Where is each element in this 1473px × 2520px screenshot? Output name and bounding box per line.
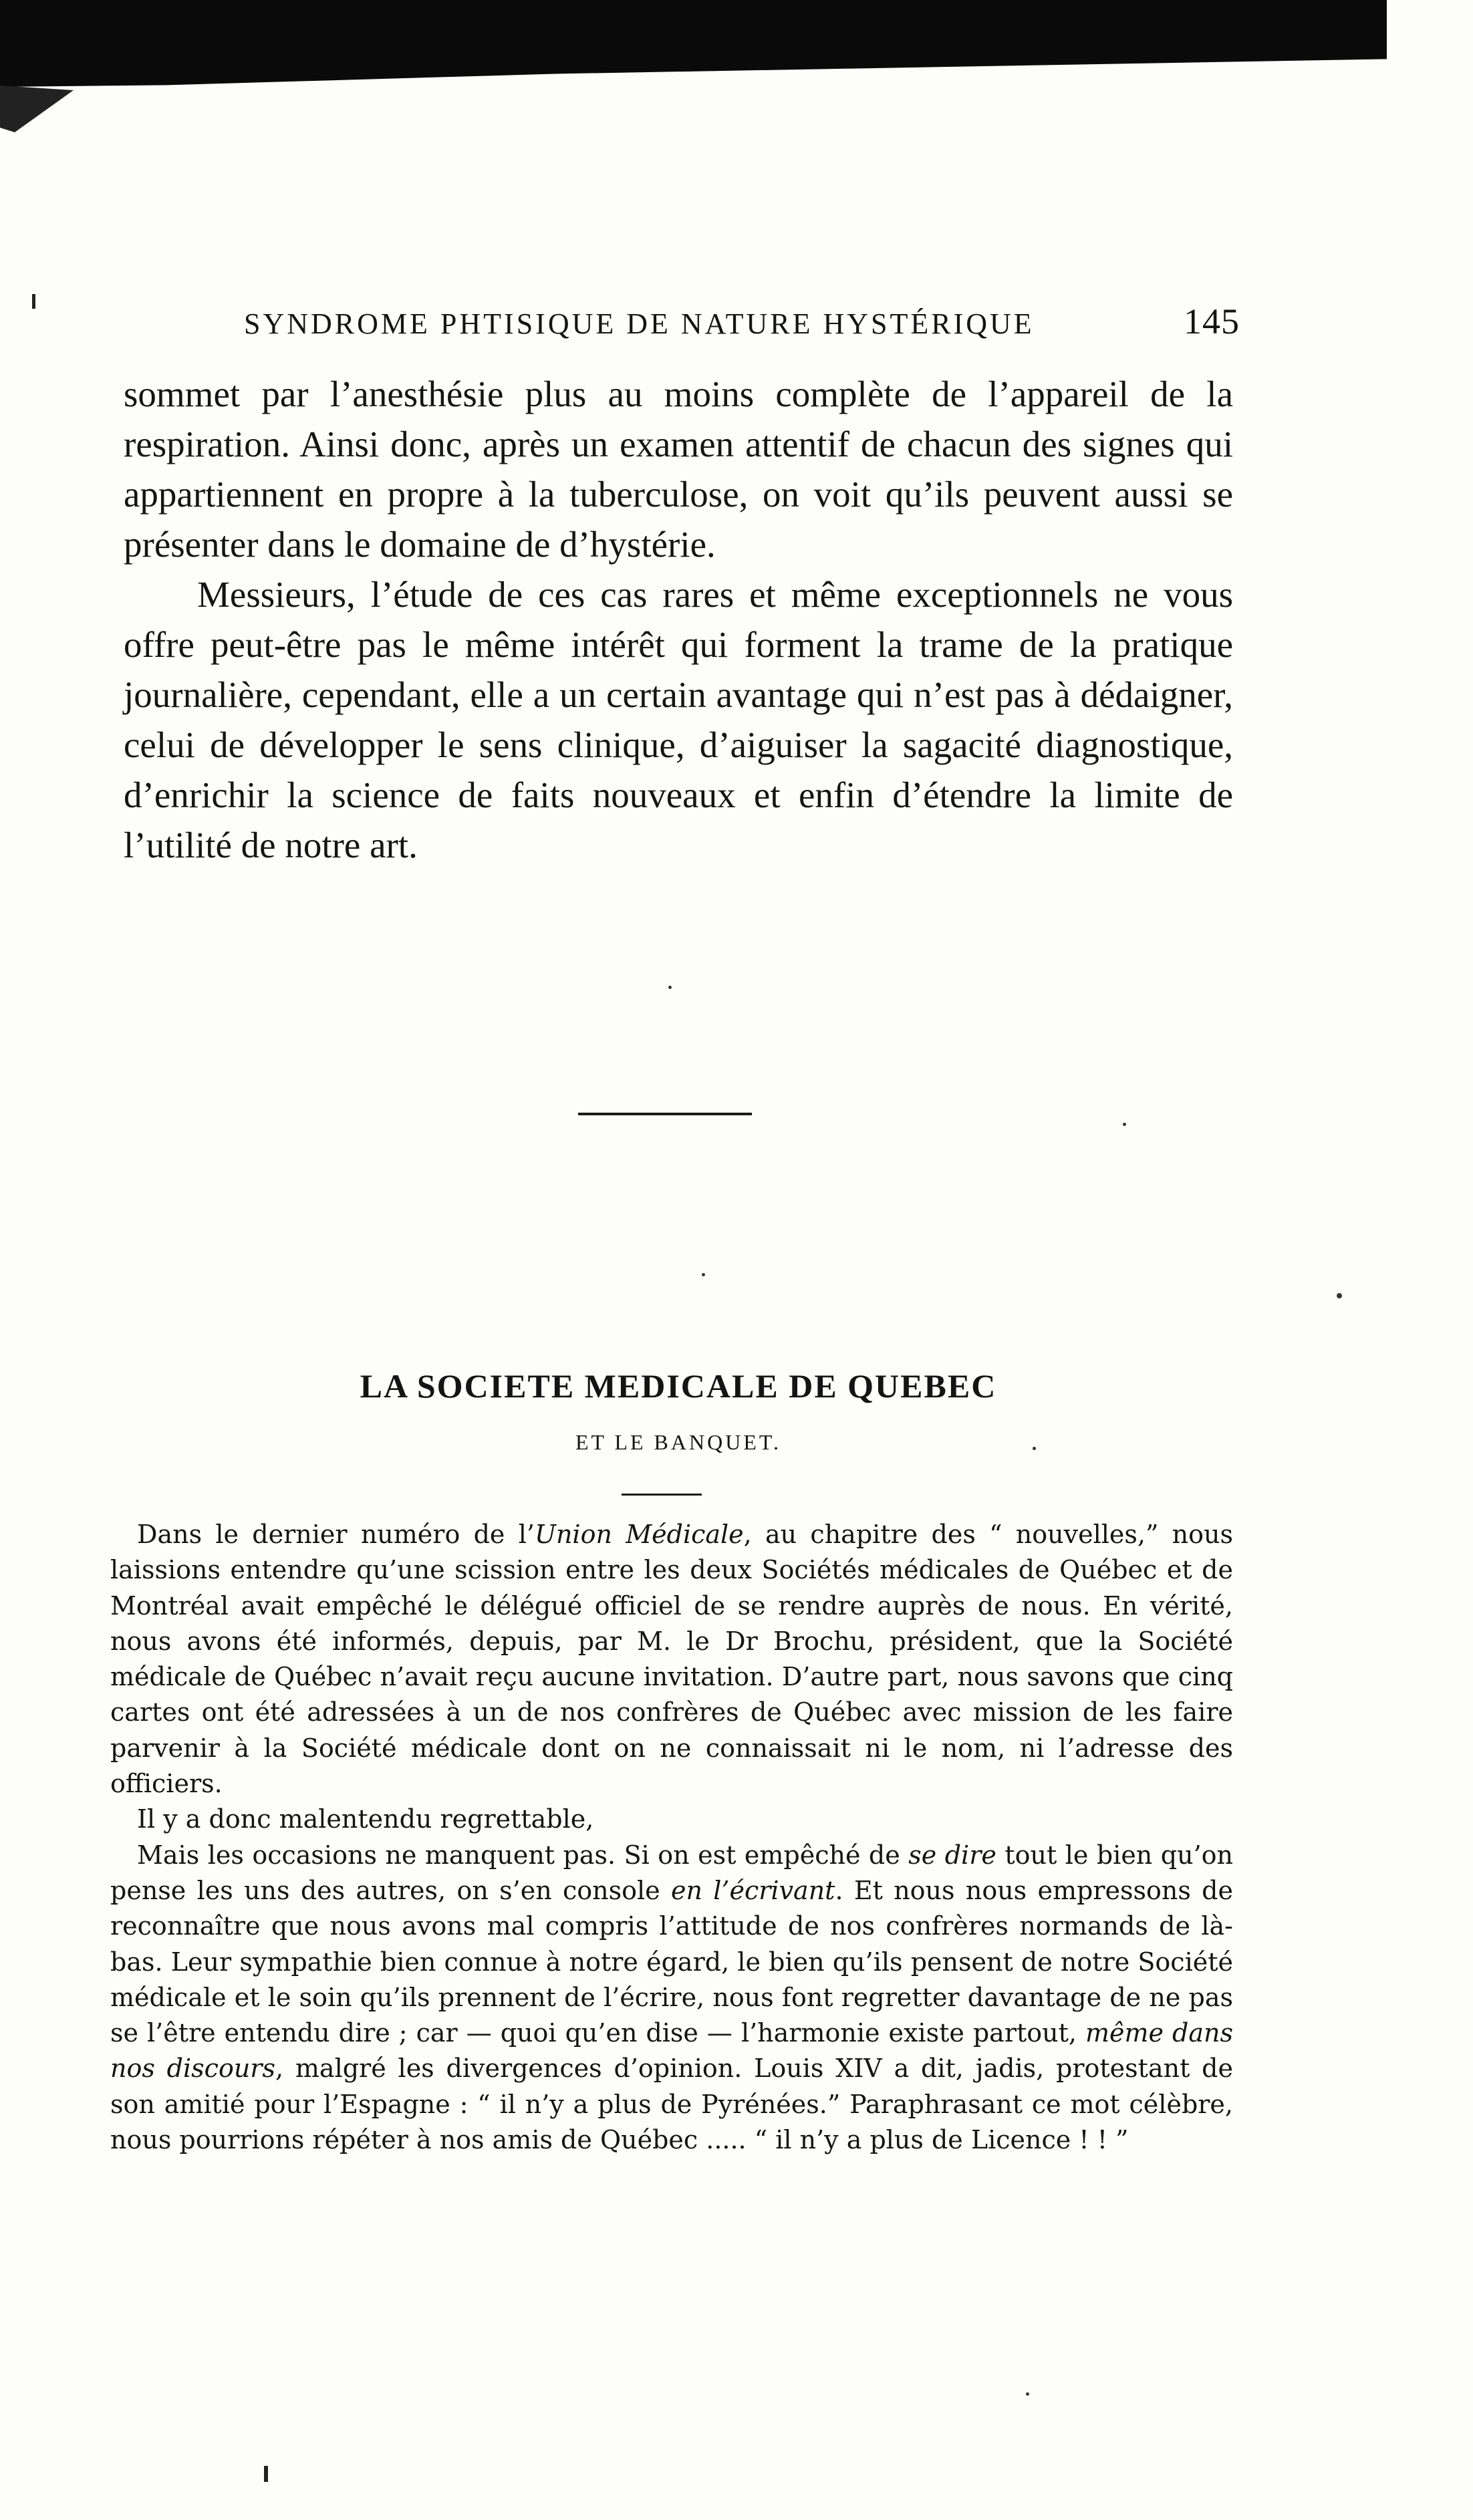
- page-number: 145: [1184, 301, 1240, 341]
- scan-speck: [1337, 1293, 1342, 1298]
- scan-speck: [702, 1273, 705, 1276]
- title-rule: [622, 1494, 702, 1496]
- running-head-title: SYNDROME PHTISIQUE DE NATURE HYSTÉRIQUE: [244, 307, 1035, 340]
- scan-speck: [1033, 1447, 1036, 1450]
- paragraph: Dans le dernier numéro de l’Union Médicale, au chapitre des “ nouvelles,” nous laissions entendre qu’une scission entre les deux Sociétés médicales de Québec et de Montréal avait empêché le délégué officiel de se rendre auprès de nous. En vérité, nous avons été informés, depuis, par M. le Dr Brochu, président, que la Société médicale de Québec n’avait reçu aucune invitation. D’autre part, nous savons que cinq cartes ont été adressées à un de nos confrères de Québec avec mission de les faire parvenir à la Société médicale dont on ne connaissait ni le nom, ni l’adresse des officiers.: [110, 1520, 1233, 1799]
- scan-speck: [668, 986, 672, 989]
- scan-border-top: [0, 0, 1387, 87]
- page-content: [124, 301, 1240, 870]
- paragraph: Mais les occasions ne manquent pas. Si on est empêché de se dire tout le bien qu’on pense les uns des autres, on s’en console en l’écrivant. Et nous nous empressons de reconnaître que nous avons mal compris l’attitude de nos confrères normands de là-bas. Leur sympathie bien connue à notre égard, le bien qu’ils pensent de notre Société médicale et le soin qu’ils prennent de l’écrire, nous font regretter davantage de ne pas se l’être entendu dire ; car — quoi qu’en dise — l’harmonie existe partout, même dans nos discours, malgré les divergences d’opinion. Louis XIV a dit, jadis, protestant de son amitié pour l’Espagne : “ il n’y a plus de Pyrénées.” Paraphrasant ce mot célèbre, nous pourrions répéter à nos amis de Québec ..... “ il n’y a plus de Licence ! ! ”: [110, 1840, 1233, 2155]
- paragraph: Messieurs, l’étude de ces cas rares et même exceptionnels ne vous offre peut-être pas le même intérêt qui forment la trame de la pratique journalière, cependant, elle a un certain avantage qui n’est pas à dédaigner, celui de développer le sens clinique, d’aiguiser la sagacité diagnostique, d’enrichir la science de faits nouveaux et enfin d’étendre la limite de l’utilité de notre art.: [124, 574, 1233, 865]
- scan-speck: [1026, 2392, 1029, 2396]
- scan-speck: [1123, 1123, 1126, 1126]
- scan-artifact: [32, 294, 35, 309]
- previous-article-text: [124, 369, 1233, 870]
- article-body: [110, 1517, 1233, 2158]
- article-subtitle: ET LE BANQUET.: [575, 1430, 782, 1454]
- running-head: [244, 301, 1240, 342]
- journal-name: Union Médicale: [534, 1520, 744, 1549]
- section-divider: [578, 1113, 752, 1115]
- paragraph: Il y a donc malentendu regrettable,: [137, 1804, 594, 1834]
- paragraph: sommet par l’anesthésie plus au moins complète de l’appareil de la respiration. Ainsi donc, après un examen attentif de chacun des signes qui appartiennent en propre à la tuberculose, on voit qu’ils peuvent aussi se présenter dans le domaine de d’hystérie.: [124, 374, 1233, 565]
- scan-artifact: [264, 2466, 268, 2482]
- scan-artifact: [0, 86, 74, 132]
- article-title: LA SOCIETE MEDICALE DE QUEBEC: [360, 1367, 997, 1405]
